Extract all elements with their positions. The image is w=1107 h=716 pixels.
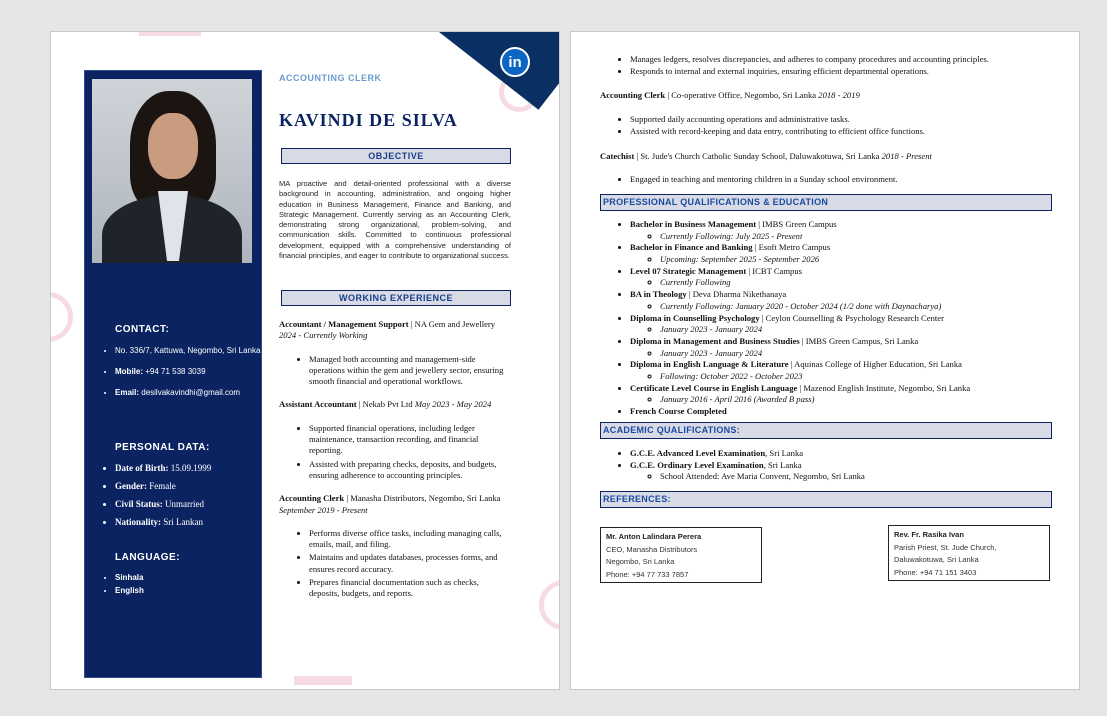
- gender-item: • Gender: Female: [115, 479, 265, 494]
- job-bullets: • Supported financial operations, including ledger maintenance, transaction recording, and financial reporting. • Assisted with preparing checks, deposits, and budgets, ensuring adherence to accounting principles.: [279, 423, 511, 481]
- job-header: Accountant / Management Support | NA Gem and Jewellery 2024 - Currently Working: [279, 319, 496, 341]
- corner-ribbon: [420, 31, 560, 110]
- candidate-name: KAVINDI DE SILVA: [279, 110, 458, 130]
- personal-data-list: [97, 461, 265, 533]
- objective-text: MA proactive and detail-oriented professional with a diverse background in accounting, administration, and ongoing higher education in Business Management, Finance and Banking, and Strategic Management. Currently serving as an Accounting Clerk, demonstrating strong organizational, problem-solving, and communication skills. Committed to continuous professional development, equipped with a comprehensive understanding of financial principles, and eager to contribute to organizational success.: [279, 179, 511, 261]
- qualification-item: • Diploma in Counselling Psychology | Ceylon Counselling & Psychology Research Center ◦ January 2023 - January 2024: [630, 313, 1052, 336]
- reference-card-1: Mr. Anton Lalindara Perera CEO, Manasha Distributors Negombo, Sri Lanka Phone: +94 77 733 7857: [600, 527, 762, 583]
- qualification-item: • Certificate Level Course in English Language | Mazenod English Institute, Negombo, Sri Lanka ◦ January 2016 - April 2016 (Awarded B pass): [630, 383, 1052, 406]
- pink-ring-bottom-right: [539, 580, 560, 630]
- qualification-item: • Diploma in Management and Business Studies | IMBS Green Campus, Sri Lanka ◦ January 2023 - January 2024: [630, 336, 1052, 359]
- pink-decor-bottom: [294, 676, 352, 685]
- page2-content: [600, 54, 1052, 508]
- nationality-item: • Nationality: Sri Lankan: [115, 515, 265, 530]
- academic-list: [600, 448, 1052, 483]
- qualifications-heading: PROFESSIONAL QUALIFICATIONS & EDUCATION: [600, 194, 1052, 211]
- experience-list: [279, 319, 511, 612]
- qualification-item: • BA in Theology | Deva Dharma Nikethanaya ◦ Currently Following: January 2020 - October 2024 (1/2 done with Daynacharya): [630, 289, 1052, 312]
- academic-heading: ACADEMIC QUALIFICATIONS:: [600, 422, 1052, 439]
- school-item: ◦ School Attended: Ave Maria Convent, Negombo, Sri Lanka: [660, 471, 1052, 483]
- role-title: ACCOUNTING CLERK: [279, 73, 382, 83]
- continued-bullets: • Manages ledgers, resolves discrepancies, and adheres to company procedures and accounting principles. • Responds to internal and external inquiries, ensuring efficient departmental operations.: [600, 54, 1052, 77]
- language-heading: LANGUAGE:: [115, 552, 181, 563]
- reference-card-2: Rev. Fr. Rasika Ivan Parish Priest, St. Jude Church, Daluwakotuwa, Sri Lanka Phone: +94 71 151 3403: [888, 525, 1050, 581]
- contact-list: [97, 343, 265, 406]
- qualification-item: • Bachelor in Finance and Banking | Esoft Metro Campus ◦ Upcoming: September 2025 - September 2026: [630, 242, 1052, 265]
- resume-page-1: [50, 31, 560, 690]
- profile-photo: [92, 79, 252, 263]
- contact-email[interactable]: • Email: desilvakavindhi@gmail.com: [115, 385, 265, 400]
- contact-heading: CONTACT:: [115, 324, 170, 335]
- objective-heading: OBJECTIVE: [281, 148, 511, 164]
- job-bullets: • Supported daily accounting operations and administrative tasks. • Assisted with record-keeping and data entry, contributing to efficient office functions.: [600, 114, 1052, 137]
- qualification-item: • Diploma in English Language & Literature | Aquinas College of Higher Education, Sri Lanka ◦ Following: October 2022 - October 2023: [630, 359, 1052, 382]
- job-bullets: • Performs diverse office tasks, including managing calls, emails, mail, and filing. • Maintains and updates databases, processes forms, and ensures record accuracy. • Prepares financial documentation such as checks, deposits, budgets, and reports.: [279, 528, 511, 600]
- language-english: • English: [115, 584, 265, 597]
- contact-mobile: • Mobile: +94 71 538 3039: [115, 364, 265, 379]
- language-list: [97, 571, 265, 597]
- linkedin-icon[interactable]: in: [500, 47, 530, 77]
- sidebar: [84, 70, 262, 678]
- job-header: Catechist | St. Jude's Church Catholic Sunday School, Daluwakotuwa, Sri Lanka 2018 - Present: [600, 150, 932, 161]
- qualifications-list: [600, 219, 1052, 418]
- qualification-item: • Level 07 Strategic Management | ICBT Campus ◦ Currently Following: [630, 266, 1052, 289]
- pink-ring-left: [50, 292, 73, 342]
- job-bullets: • Managed both accounting and management-side operations within the gem and jewellery sector, ensuring smooth financial and operational workflows.: [279, 354, 511, 388]
- language-sinhala: • Sinhala: [115, 571, 265, 584]
- qualification-item: • French Course Completed: [630, 406, 1052, 418]
- al-item: • G.C.E. Advanced Level Examination, Sri Lanka: [630, 448, 1052, 460]
- job-header: Accounting Clerk | Co-operative Office, Negombo, Sri Lanka 2018 - 2019: [600, 90, 860, 101]
- pink-decor-top: [139, 32, 201, 36]
- civil-status-item: • Civil Status: Unmarried: [115, 497, 265, 512]
- job-header: Assistant Accountant | Nekab Pvt Ltd May 2023 - May 2024: [279, 399, 492, 410]
- contact-address: • No. 336/7, Kattuwa, Negombo, Sri Lanka: [115, 343, 265, 358]
- dob-item: • Date of Birth: 15.09.1999: [115, 461, 265, 476]
- job-header: Accounting Clerk | Manasha Distributors, Negombo, Sri Lanka September 2019 - Present: [279, 493, 501, 515]
- experience-heading: WORKING EXPERIENCE: [281, 290, 511, 306]
- resume-page-2: [570, 31, 1080, 690]
- references-heading: REFERENCES:: [600, 491, 1052, 508]
- job-bullets: • Engaged in teaching and mentoring children in a Sunday school environment.: [600, 174, 1052, 186]
- ol-item: • G.C.E. Ordinary Level Examination, Sri Lanka ◦ School Attended: Ave Maria Convent, Negombo, Sri Lanka: [630, 460, 1052, 483]
- qualification-item: • Bachelor in Business Management | IMBS Green Campus ◦ Currently Following: July 2025 - Present: [630, 219, 1052, 242]
- personal-data-heading: PERSONAL DATA:: [115, 442, 210, 453]
